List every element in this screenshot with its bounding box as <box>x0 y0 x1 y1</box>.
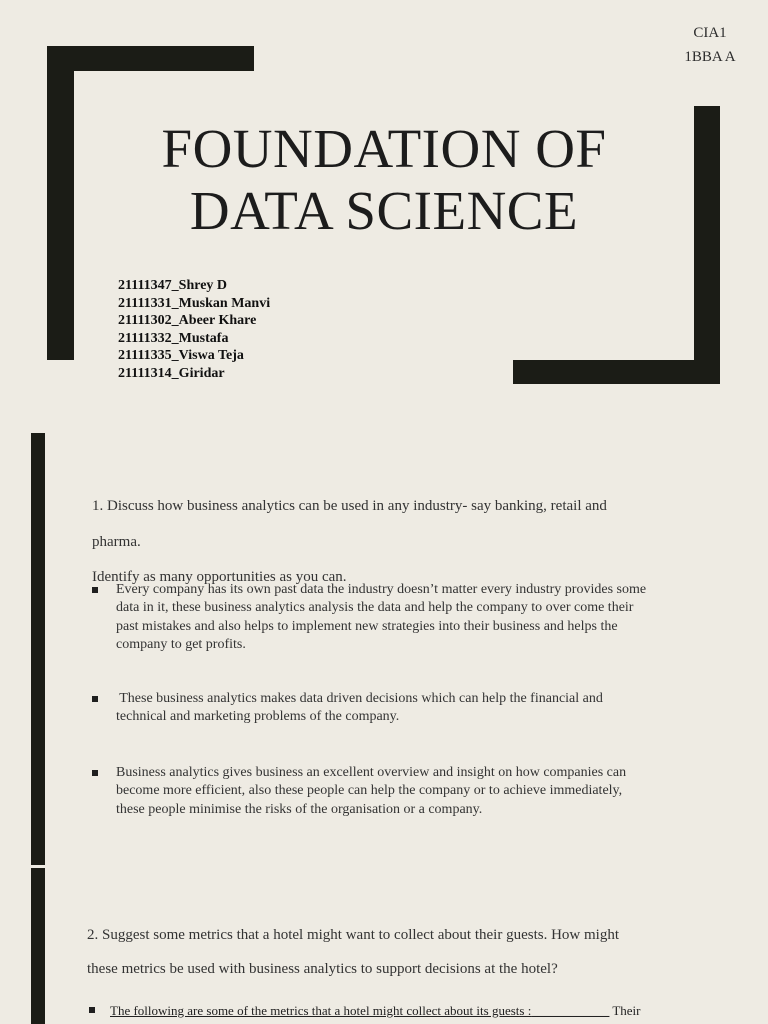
bullet-square-icon <box>89 1007 95 1013</box>
frame-top-left-horizontal <box>47 46 254 71</box>
title-line-2: DATA SCIENCE <box>189 180 579 241</box>
underlined-answer-text: The following are some of the metrics that a hotel might collect about its guests : <box>110 1003 532 1018</box>
class-section: 1BBA A <box>684 49 736 65</box>
answer-bullet-4 <box>89 1003 641 1019</box>
slide-left-accent-bar <box>31 433 45 865</box>
answer-tail-text: Their <box>612 1003 641 1018</box>
title-line-1: FOUNDATION OF <box>161 118 607 179</box>
bullet-square-icon <box>92 768 100 776</box>
team-member-list <box>118 277 270 382</box>
page-title <box>100 118 668 242</box>
question-1-line-3: Identify as many opportunities as you can. <box>92 569 347 585</box>
team-member: 21111302_Abeer Khare <box>118 313 257 328</box>
answer-bullet-3 <box>92 764 732 819</box>
bullet-square-icon <box>92 694 100 702</box>
answer-blank: ____________ <box>531 1003 610 1018</box>
frame-bottom-right-horizontal <box>513 360 720 384</box>
frame-top-left-vertical <box>47 46 74 360</box>
team-member: 21111331_Muskan Manvi <box>118 295 271 311</box>
header-course-info <box>660 21 760 69</box>
bullet-text: Every company has its own past data the industry doesn’t matter every industry provides some data in it, these business analytics analysis the data and help the company to over come their past mistakes and also helps to implement new strategies into their business and helps the company to get profits. <box>116 582 647 653</box>
course-code: CIA1 <box>693 25 727 41</box>
frame-bottom-right-vertical <box>694 106 720 384</box>
answer-bullet-1 <box>92 581 732 655</box>
question-1-line-2: pharma. <box>92 534 141 550</box>
bullet-text: These business analytics makes data driven decisions which can help the financial and technical and marketing problems of the company. <box>116 691 603 725</box>
team-member: 21111332_Mustafa <box>118 330 229 346</box>
answer-bullet-2 <box>92 690 732 727</box>
team-member: 21111335_Viswa Teja <box>118 348 244 363</box>
team-member: 21111314_Giridar <box>118 365 225 381</box>
question-2-line-1: 2. Suggest some metrics that a hotel might want to collect about their guests. How might <box>87 927 619 943</box>
team-member: 21111347_Shrey D <box>118 278 228 293</box>
question-1-line-1: 1. Discuss how business analytics can be used in any industry- say banking, retail and <box>92 498 607 514</box>
slide-left-accent-bar-lower <box>31 868 45 1024</box>
bullet-square-icon <box>92 585 100 593</box>
bullet-text: Business analytics gives business an excellent overview and insight on how companies can become more efficient, also these people can help the company or to achieve immediately, these people minimise the risks of the organisation or a company. <box>116 765 627 817</box>
question-2-line-2: these metrics be used with business analytics to support decisions at the hotel? <box>87 961 558 977</box>
